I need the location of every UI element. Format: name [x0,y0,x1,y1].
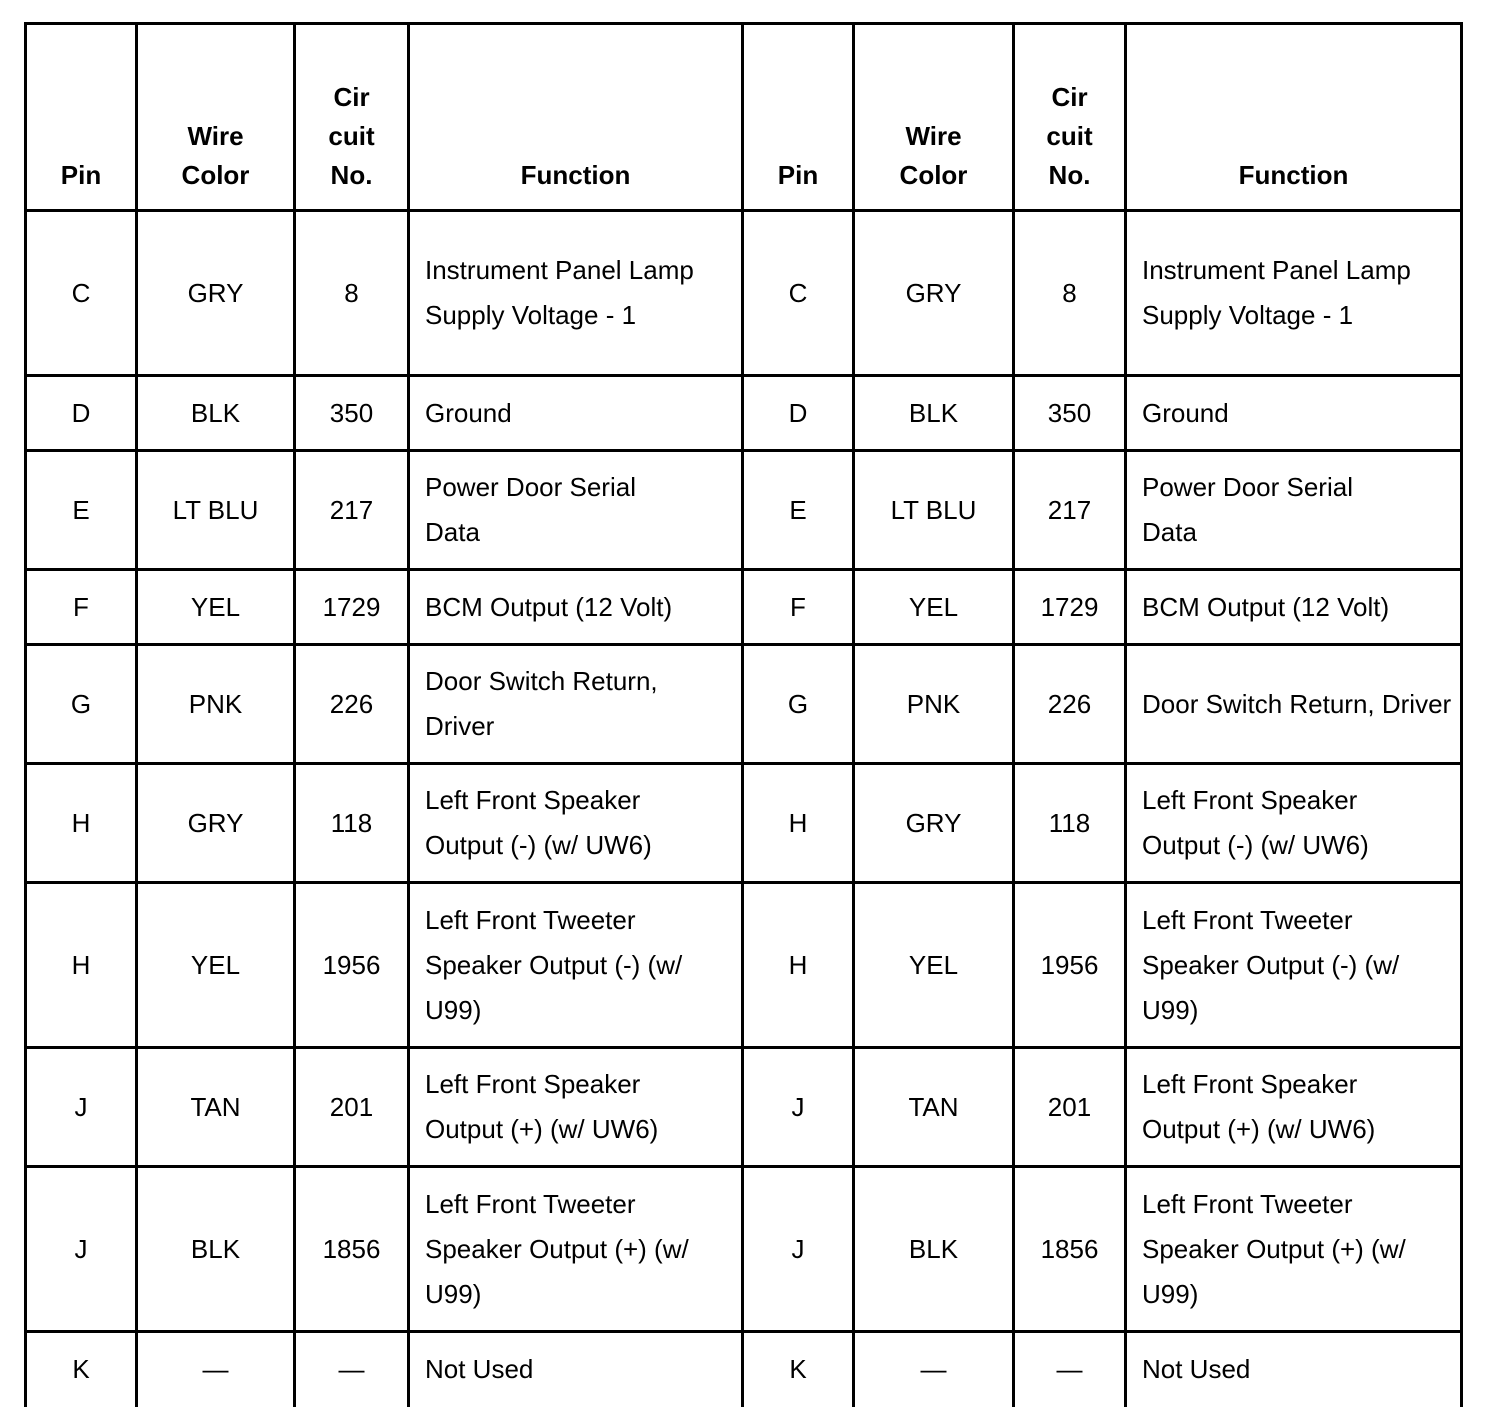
pin-cell: E [26,451,137,570]
wire-color-cell: BLK [854,376,1014,451]
pin-cell: H [26,883,137,1048]
circuit-cell: 226 [295,645,409,764]
table-row [26,1167,1462,1332]
wire-color-cell: — [137,1332,295,1407]
function-cell: Ground [1126,376,1462,451]
wire-color-cell: — [854,1332,1014,1407]
pin-cell: G [743,645,854,764]
circuit-cell: 350 [1014,376,1126,451]
function-cell: Left Front Speaker Output (+) (w/ UW6) [1126,1048,1462,1167]
header-wire-color: Wire Color [854,24,1014,211]
circuit-cell: 118 [1014,764,1126,883]
pin-cell: H [26,764,137,883]
function-cell: Left Front Speaker Output (-) (w/ UW6) [1126,764,1462,883]
circuit-cell: 1956 [295,883,409,1048]
function-cell: Left Front Speaker Output (+) (w/ UW6) [409,1048,743,1167]
pin-cell: F [26,570,137,645]
function-cell: Ground [409,376,743,451]
pin-cell: J [26,1167,137,1332]
function-cell: Power Door Serial Data [1126,451,1462,570]
table-row [26,1332,1462,1407]
circuit-cell: 217 [1014,451,1126,570]
circuit-cell: 350 [295,376,409,451]
header-pin: Pin [743,24,854,211]
wire-color-cell: YEL [854,883,1014,1048]
function-cell: Not Used [1126,1332,1462,1407]
pin-cell: D [26,376,137,451]
table-row [26,764,1462,883]
table-row [26,451,1462,570]
wire-color-cell: GRY [137,211,295,376]
function-cell: Left Front Speaker Output (-) (w/ UW6) [409,764,743,883]
function-cell: Power Door Serial Data [409,451,743,570]
pin-cell: J [743,1048,854,1167]
pin-cell: J [743,1167,854,1332]
wire-color-cell: LT BLU [137,451,295,570]
function-cell: BCM Output (12 Volt) [409,570,743,645]
circuit-cell: 1856 [1014,1167,1126,1332]
wire-color-cell: TAN [854,1048,1014,1167]
wire-color-cell: YEL [854,570,1014,645]
circuit-cell: 226 [1014,645,1126,764]
circuit-cell: 1729 [295,570,409,645]
header-function: Function [409,24,743,211]
function-cell: Left Front Tweeter Speaker Output (-) (w/ U99) [1126,883,1462,1048]
pin-cell: D [743,376,854,451]
table-row [26,883,1462,1048]
function-cell: Instrument Panel Lamp Supply Voltage - 1 [1126,211,1462,376]
pin-cell: K [26,1332,137,1407]
wire-color-cell: BLK [137,1167,295,1332]
table-row [26,645,1462,764]
function-cell: BCM Output (12 Volt) [1126,570,1462,645]
circuit-cell: 1956 [1014,883,1126,1048]
function-cell: Door Switch Return, Driver [1126,645,1462,764]
header-circuit-no: Cir cuit No. [1014,24,1126,211]
pin-cell: J [26,1048,137,1167]
header-pin: Pin [26,24,137,211]
circuit-cell: 217 [295,451,409,570]
header-function: Function [1126,24,1462,211]
function-cell: Left Front Tweeter Speaker Output (+) (w/ U99) [1126,1167,1462,1332]
circuit-cell: 1856 [295,1167,409,1332]
connector-pinout-table [24,22,1463,1407]
pin-cell: E [743,451,854,570]
pin-cell: H [743,764,854,883]
function-cell: Not Used [409,1332,743,1407]
wire-color-cell: GRY [854,211,1014,376]
table-row [26,1048,1462,1167]
table-row [26,211,1462,376]
table-row [26,570,1462,645]
pin-cell: H [743,883,854,1048]
pin-cell: G [26,645,137,764]
wire-color-cell: TAN [137,1048,295,1167]
pin-cell: K [743,1332,854,1407]
function-cell: Left Front Tweeter Speaker Output (-) (w/ U99) [409,883,743,1048]
wire-color-cell: BLK [137,376,295,451]
circuit-cell: — [295,1332,409,1407]
circuit-cell: 1729 [1014,570,1126,645]
wire-color-cell: PNK [854,645,1014,764]
table-row [26,376,1462,451]
circuit-cell: 201 [295,1048,409,1167]
circuit-cell: 8 [1014,211,1126,376]
header-row [26,24,1462,211]
circuit-cell: 201 [1014,1048,1126,1167]
circuit-cell: 118 [295,764,409,883]
wire-color-cell: BLK [854,1167,1014,1332]
function-cell: Door Switch Return, Driver [409,645,743,764]
wire-color-cell: PNK [137,645,295,764]
wire-color-cell: GRY [854,764,1014,883]
circuit-cell: — [1014,1332,1126,1407]
wire-color-cell: GRY [137,764,295,883]
wire-color-cell: YEL [137,883,295,1048]
header-wire-color: Wire Color [137,24,295,211]
wire-color-cell: YEL [137,570,295,645]
pin-cell: F [743,570,854,645]
circuit-cell: 8 [295,211,409,376]
pin-cell: C [26,211,137,376]
wire-color-cell: LT BLU [854,451,1014,570]
pin-cell: C [743,211,854,376]
header-circuit-no: Cir cuit No. [295,24,409,211]
function-cell: Instrument Panel Lamp Supply Voltage - 1 [409,211,743,376]
function-cell: Left Front Tweeter Speaker Output (+) (w/ U99) [409,1167,743,1332]
